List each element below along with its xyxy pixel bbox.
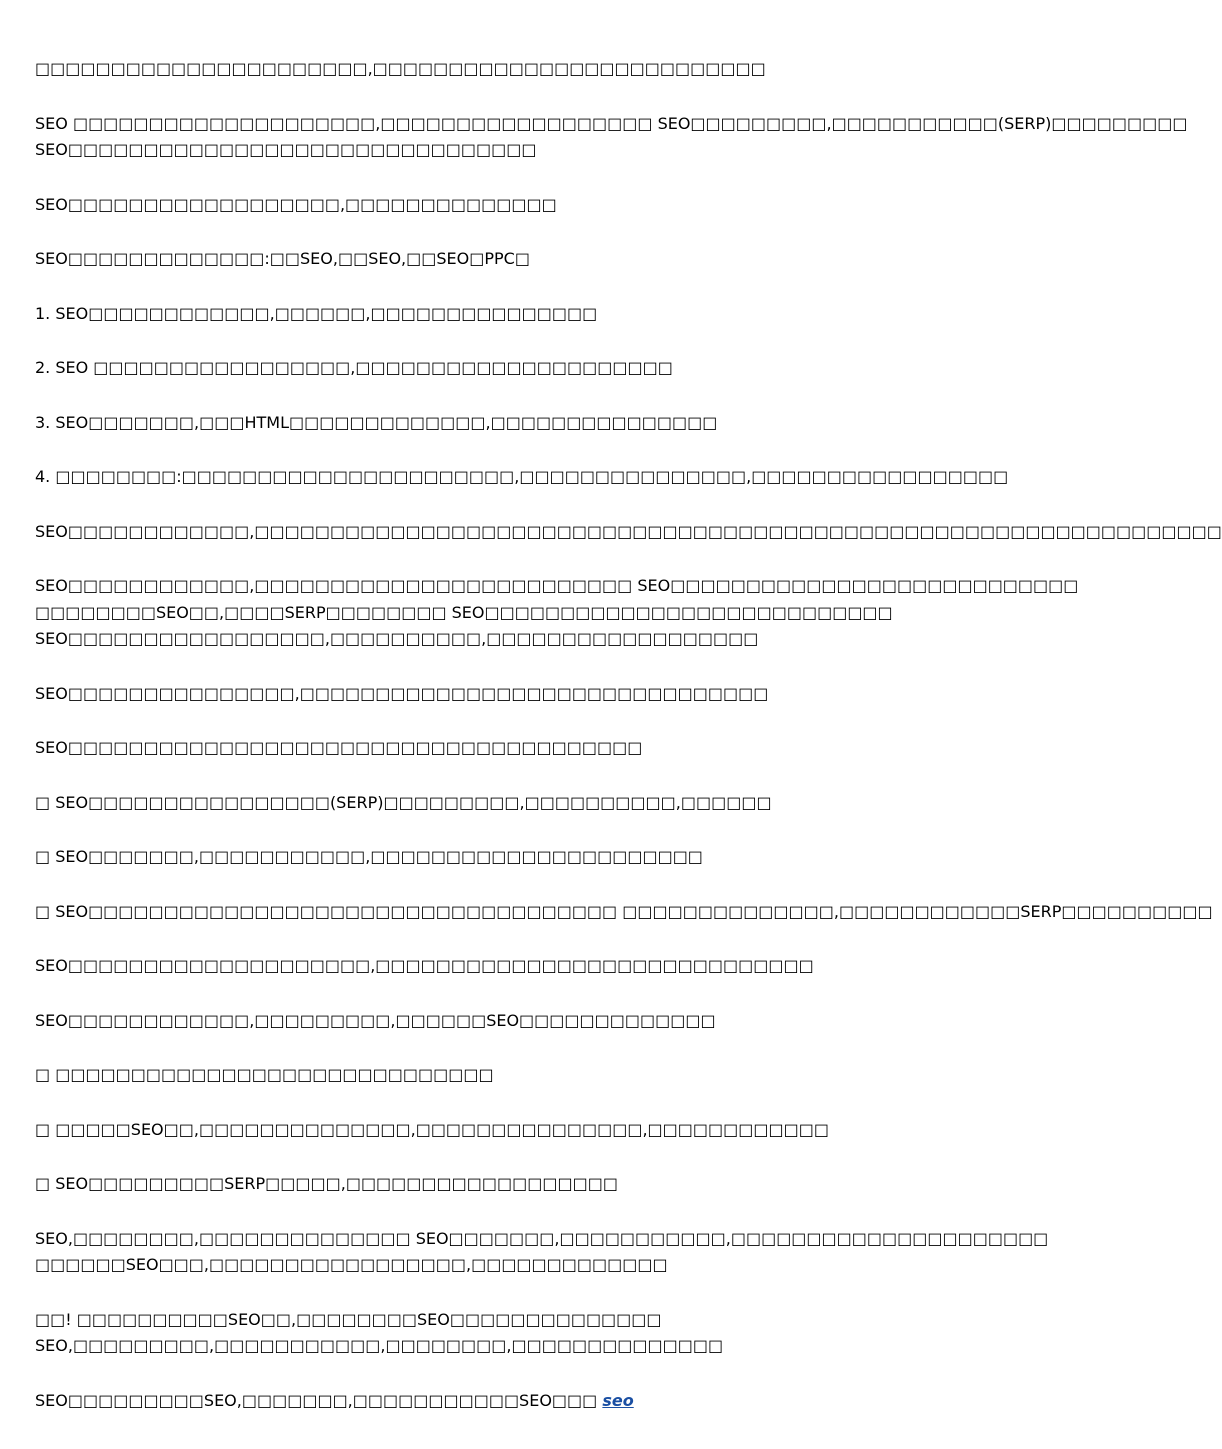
- paragraph: □□□□□□□□□□□□□□□□□□□□□□,□□□□□□□□□□□□□□□□□□□□□□□□□□: [35, 59, 766, 78]
- paragraph: SEO□□□□□□□□□□□□□:□□SEO,□□SEO,□□SEO□PPC□: [35, 249, 530, 268]
- bullet-item: □ SEO□□□□□□□□□SERP□□□□□,□□□□□□□□□□□□□□□□□□: [35, 1174, 618, 1193]
- paragraph: □□! □□□□□□□□□□SEO□□,□□□□□□□□SEO□□□□□□□□□□□□□□ SEO,□□□□□□□□□,□□□□□□□□□□□,□□□□□□□□,□□□□□□□□□□□□□□: [35, 1309, 724, 1355]
- paragraph: SEO□□□□□□□□□□□□,□□□□□□□□□□□□□□□□□□□□□□□□□ SEO□□□□□□□□□□□□□□□□□□□□□□□□□□□ □□□□□□□□SEO□□,□□□□SERP□□□□□□□□ SEO□□□□□□□□□□□□□□□□□□□□□□□□□□□ SEO□□□□□□□□□□□□□□□□□,□□□□□□□□□□,□□□□□□□□□□□□□□□□□□: [35, 576, 1079, 648]
- list-item: 2. SEO □□□□□□□□□□□□□□□□□,□□□□□□□□□□□□□□□□□□□□□: [35, 358, 673, 377]
- list-item: 4. □□□□□□□□:□□□□□□□□□□□□□□□□□□□□□□,□□□□□□□□□□□□□□□,□□□□□□□□□□□□□□□□□: [35, 467, 1009, 486]
- closing-text: SEO□□□□□□□□□SEO,□□□□□□□,□□□□□□□□□□□SEO□□□: [35, 1390, 603, 1410]
- bullet-item: □ SEO□□□□□□□,□□□□□□□□□□□,□□□□□□□□□□□□□□□□□□□□□□: [35, 847, 703, 866]
- bullet-item: □ □□□□□SEO□□,□□□□□□□□□□□□□□,□□□□□□□□□□□□□□□,□□□□□□□□□□□□: [35, 1119, 829, 1139]
- document-body: [35, 56, 1222, 1442]
- paragraph: SEO□□□□□□□□□□□□□□□□□□,□□□□□□□□□□□□□□: [35, 194, 557, 214]
- seo-link[interactable]: seo: [602, 1390, 634, 1410]
- bullet-item: □ SEO□□□□□□□□□□□□□□□□□□□□□□□□□□□□□□□□□□□ □□□□□□□□□□□□□□,□□□□□□□□□□□□SERP□□□□□□□□□□: [35, 901, 1213, 921]
- paragraph: SEO□□□□□□□□□□□□,□□□□□□□□□□□□□□□□□□□□□□□□□□□□□□□□□□□□□□□□□□□□□□□□□□□□□□□□□□□□□□□□: [35, 521, 1222, 541]
- list-item: 3. SEO□□□□□□□,□□□HTML□□□□□□□□□□□□□,□□□□□□□□□□□□□□□: [35, 412, 718, 432]
- list-item: 1. SEO□□□□□□□□□□□□,□□□□□□,□□□□□□□□□□□□□□□: [35, 303, 598, 323]
- bullet-item: □ SEO□□□□□□□□□□□□□□□□(SERP)□□□□□□□□□,□□□□□□□□□□,□□□□□□: [35, 792, 772, 812]
- paragraph: SEO□□□□□□□□□□□□□□□□□□□□□□□□□□□□□□□□□□□□□□: [35, 738, 643, 757]
- bullet-item: □ □□□□□□□□□□□□□□□□□□□□□□□□□□□□□: [35, 1065, 494, 1084]
- paragraph: SEO□□□□□□□□□□□□□□□,□□□□□□□□□□□□□□□□□□□□□□□□□□□□□□□: [35, 683, 769, 703]
- paragraph: SEO □□□□□□□□□□□□□□□□□□□□,□□□□□□□□□□□□□□□□□□ SEO□□□□□□□□□,□□□□□□□□□□□(SERP)□□□□□□□□□ SEO□□□□□□□□□□□□□□□□□□□□□□□□□□□□□□□: [35, 113, 1188, 159]
- paragraph: SEO,□□□□□□□□,□□□□□□□□□□□□□□ SEO□□□□□□□,□□□□□□□□□□□,□□□□□□□□□□□□□□□□□□□□□ □□□□□□SEO□□□,□□□□□□□□□□□□□□□□□,□□□□□□□□□□□□□: [35, 1228, 1049, 1274]
- paragraph: SEO□□□□□□□□□□□□,□□□□□□□□□,□□□□□□SEO□□□□□□□□□□□□□: [35, 1010, 716, 1030]
- paragraph: SEO□□□□□□□□□□□□□□□□□□□□,□□□□□□□□□□□□□□□□□□□□□□□□□□□□□: [35, 956, 814, 975]
- paragraph: [35, 1388, 995, 1415]
